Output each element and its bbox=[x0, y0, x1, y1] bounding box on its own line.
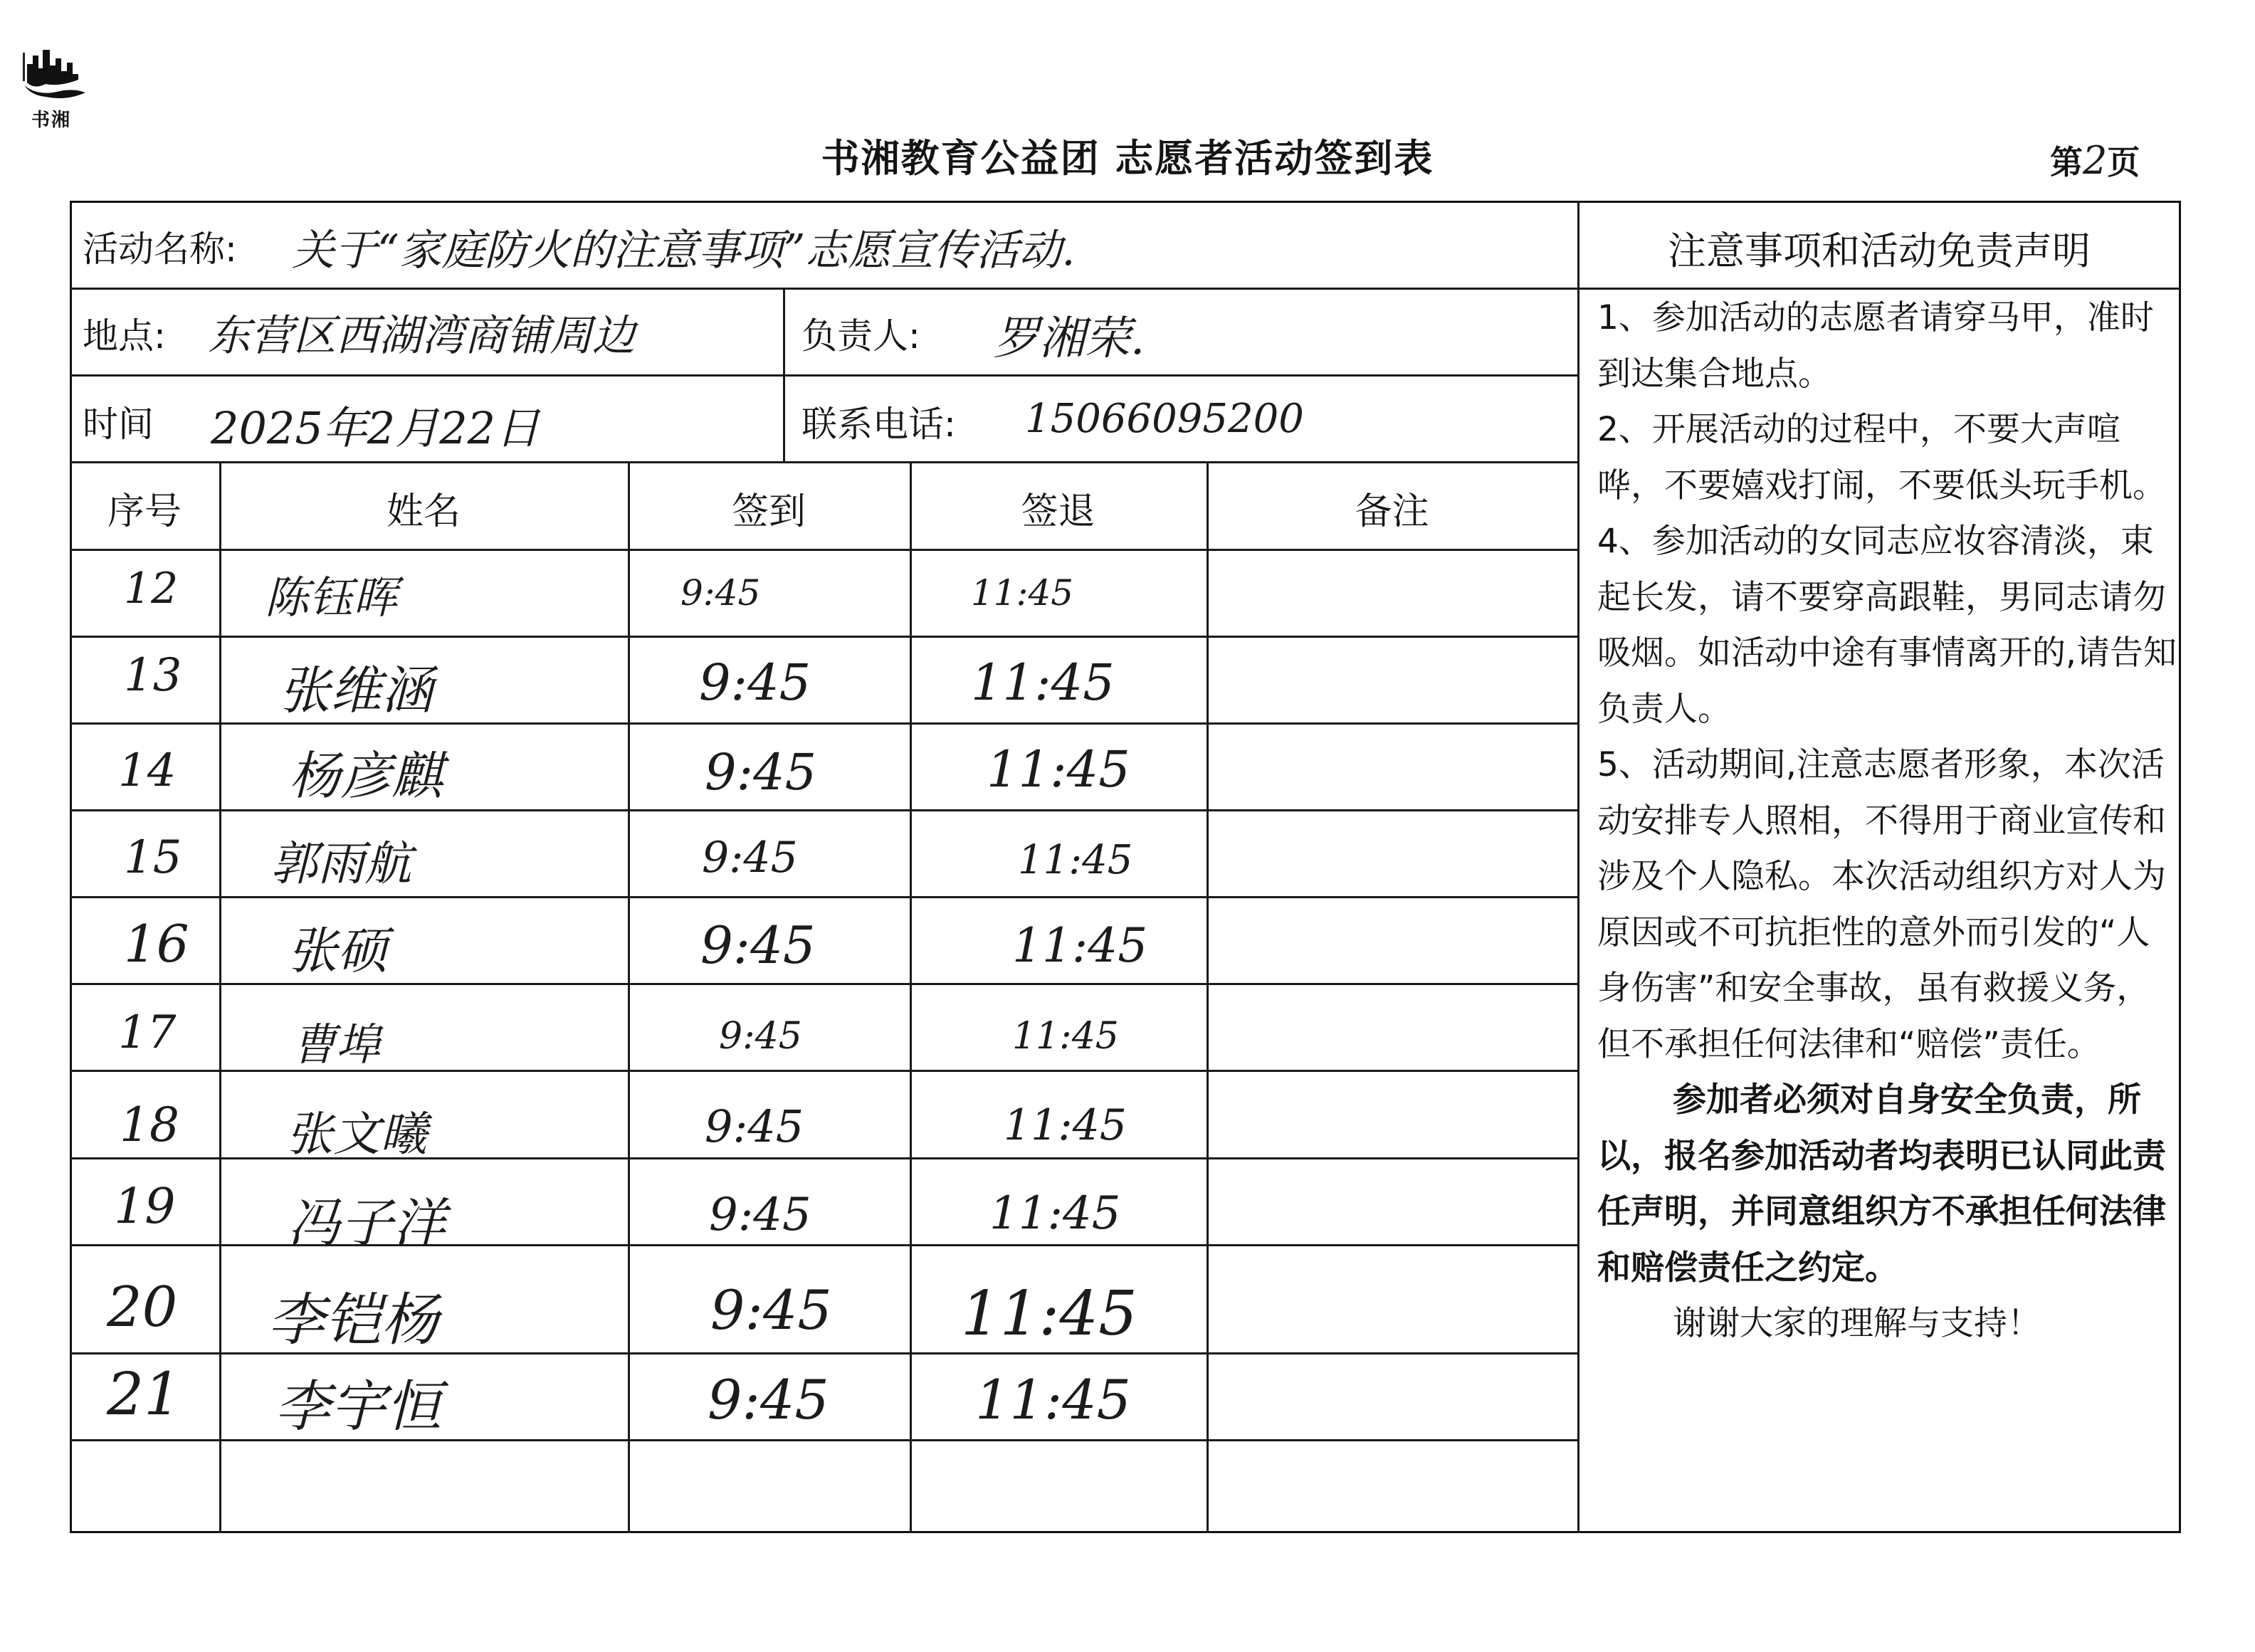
sign-in-time: 9:45 bbox=[700, 915, 816, 975]
volunteer-name: 李宇恒 bbox=[275, 1375, 442, 1439]
page-label-prefix: 第 bbox=[2050, 143, 2083, 181]
volunteer-name: 李铠杨 bbox=[268, 1287, 438, 1353]
notice-item: 2、开展活动的过程中，不要大声喧哗，不要嬉戏打闹，不要低头玩手机。 bbox=[1597, 410, 2166, 505]
row-line bbox=[70, 809, 1579, 811]
row-number: 16 bbox=[124, 914, 189, 974]
notice-divider bbox=[1577, 201, 1579, 1533]
row-number: 14 bbox=[118, 745, 177, 797]
volunteer-name: 张维涵 bbox=[279, 661, 433, 720]
sign-out-time: 11:45 bbox=[961, 1278, 1137, 1350]
sign-out-time: 11:45 bbox=[971, 653, 1115, 712]
row-line bbox=[70, 896, 1579, 898]
sign-out-time: 11:45 bbox=[987, 740, 1130, 799]
liability-statement: 参加者必须对自身安全负责，所以，报名参加活动者均表明已认同此责任声明，并同意组织方不承担任何法律和赔偿责任之约定。 bbox=[1597, 1080, 2166, 1288]
notice-item: 1、参加活动的志愿者请穿马甲，准时到达集合地点。 bbox=[1597, 298, 2154, 394]
person-value: 罗湘荣. bbox=[994, 312, 1145, 365]
activity-label: 活动名称: bbox=[83, 228, 237, 270]
volunteer-name: 冯子洋 bbox=[288, 1193, 446, 1254]
volunteer-name: 张文曦 bbox=[286, 1107, 427, 1162]
sign-out-time: 11:45 bbox=[975, 1368, 1132, 1431]
column-line bbox=[628, 461, 630, 1533]
column-header-number: 序号 bbox=[107, 490, 182, 533]
volunteer-name: 张硕 bbox=[288, 922, 387, 980]
column-header-sign-in: 签到 bbox=[731, 490, 806, 533]
row-line bbox=[70, 549, 1579, 551]
column-line bbox=[1207, 461, 1209, 1533]
column-line bbox=[219, 461, 221, 1533]
volunteer-name: 杨彦麒 bbox=[289, 746, 443, 806]
row-number: 21 bbox=[107, 1361, 182, 1429]
sign-in-time: 9:45 bbox=[719, 1015, 802, 1058]
column-header-sign-out: 签退 bbox=[1021, 490, 1095, 533]
sign-out-time: 11:45 bbox=[1012, 918, 1148, 973]
column-header-name: 姓名 bbox=[386, 490, 461, 533]
row-number: 19 bbox=[114, 1179, 176, 1235]
row-number: 15 bbox=[124, 831, 182, 884]
row-number: 17 bbox=[118, 1006, 177, 1059]
sign-in-time: 9:45 bbox=[708, 1368, 829, 1431]
location-value: 东营区西湖湾商铺周边 bbox=[208, 311, 635, 361]
document-title: 书湘教育公益团 志愿者活动签到表 bbox=[821, 136, 1434, 181]
column-line bbox=[783, 288, 785, 461]
sign-in-time: 9:45 bbox=[702, 833, 798, 883]
row-number: 13 bbox=[124, 649, 182, 702]
volunteer-name: 陈钰晖 bbox=[265, 572, 398, 624]
phone-value: 15066095200 bbox=[1025, 396, 1304, 442]
sign-out-time: 11:45 bbox=[971, 572, 1074, 614]
page-label-suffix: 页 bbox=[2107, 143, 2140, 181]
row-number: 12 bbox=[124, 564, 179, 614]
row-number: 18 bbox=[120, 1098, 179, 1152]
volunteer-name: 曹埠 bbox=[292, 1019, 381, 1070]
sign-out-time: 11:45 bbox=[1004, 1100, 1127, 1150]
column-header-remarks: 备注 bbox=[1355, 490, 1429, 533]
notice-body bbox=[1597, 290, 2181, 1352]
page-number: 2 bbox=[2083, 138, 2108, 183]
row-line bbox=[70, 636, 1579, 638]
volunteer-name: 郭雨航 bbox=[270, 836, 411, 891]
sign-in-time: 9:45 bbox=[710, 1278, 832, 1342]
logo-caption: 书湘 bbox=[31, 110, 72, 131]
location-label: 地点: bbox=[83, 315, 166, 357]
activity-value: 关于“家庭防火的注意事项”志愿宣传活动. bbox=[292, 226, 1076, 275]
person-label: 负责人: bbox=[801, 315, 920, 357]
sign-in-time: 9:45 bbox=[709, 1189, 811, 1241]
sign-out-time: 11:45 bbox=[1012, 1015, 1119, 1058]
thanks-note: 谢谢大家的理解与支持！ bbox=[1673, 1304, 2041, 1343]
sign-in-time: 9:45 bbox=[705, 1100, 804, 1152]
page-number-label bbox=[2050, 137, 2140, 184]
notice-item: 4、参加活动的女同志应妆容清淡，束起长发，请不要穿高跟鞋，男同志请勿吸烟。如活动中途有事情离开的,请告知负责人。 bbox=[1597, 522, 2177, 729]
notice-title: 注意事项和活动免责声明 bbox=[1668, 228, 2091, 273]
sign-in-time: 9:45 bbox=[680, 572, 761, 614]
row-line bbox=[70, 983, 1579, 985]
notice-item: 5、活动期间,注意志愿者形象，本次活动安排专人照相，不得用于商业宣传和涉及个人隐私。本次活动组织方对人为原因或不可抗拒性的意外而引发的“人身伤害”和安全事故，虽有救援义务，但不承担任何法律和“赔偿”责任。 bbox=[1597, 745, 2166, 1064]
sign-out-time: 11:45 bbox=[1018, 837, 1133, 883]
row-line bbox=[70, 374, 1579, 377]
row-line bbox=[70, 461, 1579, 463]
row-line bbox=[70, 288, 2181, 290]
row-number: 20 bbox=[107, 1275, 178, 1340]
time-label: 时间 bbox=[83, 404, 154, 445]
time-value: 2025年2月22日 bbox=[211, 402, 540, 454]
sign-in-time: 9:45 bbox=[705, 743, 817, 801]
phone-label: 联系电话: bbox=[801, 404, 956, 445]
column-line bbox=[910, 461, 912, 1533]
sign-out-time: 11:45 bbox=[989, 1187, 1121, 1240]
sign-in-time: 9:45 bbox=[699, 653, 811, 712]
